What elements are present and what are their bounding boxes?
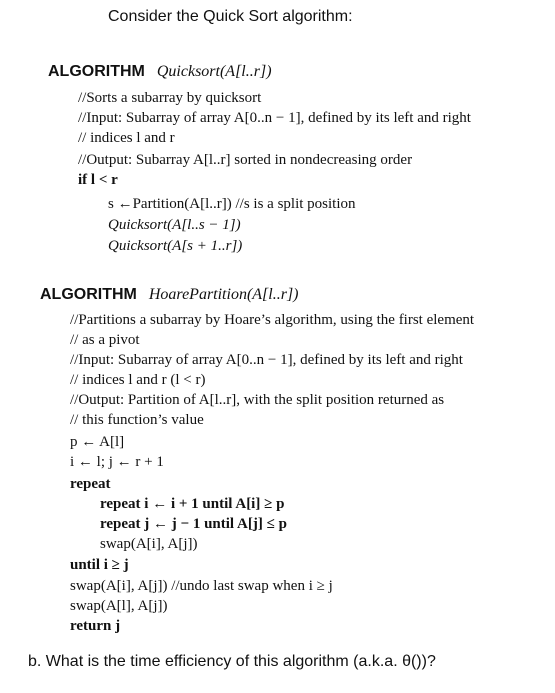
code-line: swap(A[l], A[j]) xyxy=(70,598,168,614)
code-line: //Input: Subarray of array A[0..n − 1], defined by its left and right xyxy=(78,110,471,126)
code-line: // indices l and r (l < r) xyxy=(70,372,206,388)
code-line: Quicksort(A[s + 1..r]) xyxy=(108,238,243,254)
code-line: swap(A[i], A[j]) //undo last swap when i ≥ j xyxy=(70,578,333,594)
code-line: //Partitions a subarray by Hoare’s algorithm, using the first element xyxy=(70,312,475,328)
code-line: repeat i ← i + 1 until A[i] ≥ p xyxy=(100,496,285,512)
algorithm-keyword: ALGORITHM xyxy=(48,63,145,80)
question-b: b. What is the time efficiency of this algorithm (a.k.a. θ())? xyxy=(28,653,436,670)
code-line: i ← l; j ← r + 1 xyxy=(70,454,164,470)
hoare-header xyxy=(40,286,299,304)
code-line: //Sorts a subarray by quicksort xyxy=(78,90,262,106)
hoare-name: HoarePartition(A[l..r]) xyxy=(148,286,299,303)
code-line: Quicksort(A[l..s − 1]) xyxy=(108,217,241,233)
code-line: swap(A[i], A[j]) xyxy=(100,536,198,552)
code-line: repeat xyxy=(70,476,111,492)
code-line: //Output: Partition of A[l..r], with the split position returned as xyxy=(70,392,445,408)
code-line: p ← A[l] xyxy=(70,434,125,450)
code-line: until i ≥ j xyxy=(70,557,129,573)
code-line: //Input: Subarray of array A[0..n − 1], defined by its left and right xyxy=(70,352,463,368)
code-line: if l < r xyxy=(78,172,118,188)
quicksort-name: Quicksort(A[l..r]) xyxy=(156,63,272,80)
code-line: repeat j ← j − 1 until A[j] ≤ p xyxy=(100,516,287,532)
code-line: // this function’s value xyxy=(70,412,204,428)
code-line: // as a pivot xyxy=(70,332,140,348)
code-line: //Output: Subarray A[l..r] sorted in nondecreasing order xyxy=(78,152,413,168)
code-line: // indices l and r xyxy=(78,130,175,146)
code-line: s ←Partition(A[l..r]) //s is a split position xyxy=(108,196,356,212)
question-intro: Consider the Quick Sort algorithm: xyxy=(108,8,353,25)
code-line: return j xyxy=(70,618,121,634)
algorithm-keyword: ALGORITHM xyxy=(40,286,137,303)
quicksort-header xyxy=(48,63,272,81)
